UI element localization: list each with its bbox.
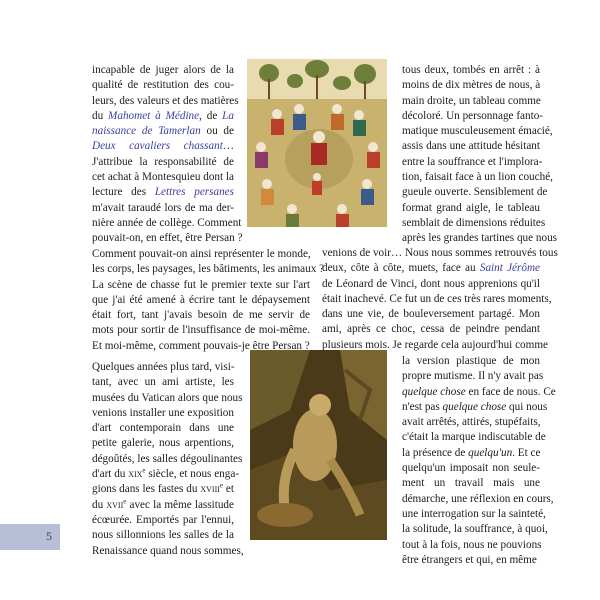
text-line: petite galerie, nous arpentions, — [92, 437, 234, 450]
text-line: gions dans les fastes du xviii$^e$ et — [92, 481, 234, 496]
text-line: Quelques années plus tard, visi- — [92, 361, 235, 373]
italic-text: quelque chose — [402, 385, 466, 398]
text-line: deux, côte à côte, muets, face au Saint Jérôme — [322, 262, 541, 275]
text-line: J'attribue la responsabilité de — [92, 155, 234, 168]
text-line: la version plastique de mon — [402, 355, 540, 367]
left-column-wide — [92, 247, 325, 354]
text-line: pouvait-on, en effet, être Persan ? — [92, 232, 243, 245]
century-numeral: xvii — [106, 498, 124, 511]
text-line: lecture des Lettres persanes — [92, 186, 234, 199]
century-numeral: xviii — [200, 483, 220, 496]
text-line: que j'ai été amené à écrire tant le dépaysement — [92, 293, 310, 306]
right-column-bottom — [402, 354, 556, 568]
text-line: main droite, un tableau comme — [402, 94, 541, 107]
text-line: du Mahomet à Médine, de La — [92, 109, 234, 122]
text-line: matique musculeusement émacié, — [402, 125, 553, 138]
century-numeral: xix — [128, 468, 143, 481]
right-column-top — [402, 63, 558, 247]
text-line: Deux cavaliers chassant… — [92, 140, 234, 153]
superscript: e — [123, 496, 127, 505]
superscript: e — [142, 466, 146, 475]
text-line: après les grandes tartines que nous — [402, 232, 558, 245]
text-line: dans une vie, de bouleversement partagé. Mon — [322, 308, 540, 321]
text-line: dégoûtés, les salles dégoulinantes — [92, 452, 243, 465]
text-line: d'art du xix$^e$ siècle, et nous enga- — [92, 466, 240, 481]
text-line: Renaissance quand nous sommes, — [92, 544, 244, 557]
text-line: quelqu'un imposait non seule- — [402, 462, 540, 475]
text-line: la présence de quelqu'un. Et ce — [402, 446, 541, 459]
text-line: ami, après ce choc, cessa de peindre pendant — [322, 323, 540, 336]
text-line: les corps, les paysages, les bâtiments, les animaux ? — [92, 263, 325, 276]
persian-miniature-illustration — [247, 59, 387, 227]
text-line: incapable de juger alors de la — [92, 64, 234, 76]
text-line: n'est pas quelque chose qui nous — [402, 400, 548, 413]
text-line: de Léonard de Vinci, dont nous apprenions qu'il — [322, 277, 540, 290]
text-line: du xvii$^e$ avec la même lassitude — [92, 496, 234, 511]
italic-text: quelqu'un — [468, 446, 513, 459]
text-line: tant, avec un ami artiste, les — [92, 376, 234, 389]
text-line: nous sillonnions les salles de la — [92, 529, 234, 542]
text-line: d'art contemporain dans une — [92, 422, 234, 435]
text-line: assis dans une attitude hésitant — [402, 140, 540, 153]
saint-jerome-illustration — [250, 350, 387, 540]
artwork-title: Lettres persanes — [154, 186, 234, 199]
text-line: Comment pouvait-on ainsi représenter le monde, — [92, 248, 311, 260]
text-line: musées du Vatican alors que nous — [92, 391, 243, 404]
superscript: e — [219, 481, 224, 490]
text-line: m'avait taraudé lors de ma der- — [92, 201, 234, 214]
text-line: propre mutisme. Il n'y avait pas — [402, 370, 544, 383]
text-line: être étrangers et qui, en même — [402, 553, 537, 566]
text-line: tion, faisait face à un lion couché, — [402, 171, 553, 184]
artwork-title: Deux cavaliers chassant — [92, 140, 223, 153]
text-line: avait arrêtés, attirés, stupéfaits, — [402, 416, 541, 429]
left-column-bottom — [92, 360, 244, 559]
text-line: gueule ouverte. Sensiblement de — [402, 186, 548, 199]
text-line: était fort, tant j'avais besoin de me servir de — [92, 309, 310, 322]
text-line: décoloré. Un personnage fanto- — [402, 109, 544, 122]
text-line: ment un travail mais une — [402, 477, 540, 490]
artwork-title: Mahomet à Médine — [108, 109, 200, 122]
text-line: leurs, des valeurs et des matières — [92, 94, 239, 107]
text-line: moins de dix mètres de nous, à — [402, 79, 541, 92]
text-line: écœurée. Emportés par l'ennui, — [92, 513, 234, 526]
text-line: était inachevé. Ce fut un de ces très rares moments, — [322, 292, 552, 305]
text-line: mots pour sortir de l'insuffisance de moi-même. — [92, 324, 310, 337]
page-number: 5 — [46, 529, 52, 543]
text-line: quelque chose en face de nous. Ce — [402, 385, 556, 398]
persian-miniature-image — [247, 59, 387, 227]
text-line: une interrogation sur la sainteté, — [402, 507, 546, 520]
text-line: cet achat à Montesquieu dont la — [92, 171, 234, 184]
artwork-title: La — [222, 109, 234, 122]
artwork-title: Saint Jérôme — [479, 262, 541, 275]
text-line: naissance de Tamerlan ou de — [92, 125, 234, 138]
text-line: format grand aigle, le tableau — [402, 201, 540, 214]
text-line: démarche, une réflexion en cours, — [402, 492, 554, 505]
text-line: venions de voir… Nous nous sommes retrouvés tous — [322, 247, 558, 259]
text-line: qualité de restitution des cou- — [92, 79, 234, 92]
text-line: venions installer une exposition — [92, 406, 234, 419]
text-line: La scène de chasse fut le premier texte sur l'art — [92, 278, 310, 291]
left-column-top — [92, 63, 243, 247]
text-line: semblait de dimensions réduites — [402, 216, 546, 229]
text-line: nière année de collège. Comment — [92, 216, 242, 229]
right-column-wide — [322, 246, 558, 353]
text-line: c'était la marque indiscutable de — [402, 431, 546, 444]
text-line: Et moi-même, comment pouvais-je être Persan ? — [92, 339, 310, 352]
italic-text: quelque chose — [442, 400, 507, 413]
text-line: la solitude, la souffrance, à quoi, — [402, 523, 548, 536]
text-line: tous deux, tombés en arrêt : à — [402, 64, 540, 76]
saint-jerome-image — [250, 350, 387, 540]
text-line: tout à la fois, nous ne pouvions — [402, 538, 542, 551]
text-line: plusieurs mois. Je regarde cela aujourd'hui comme — [322, 338, 549, 351]
page-number-badge — [0, 524, 60, 550]
artwork-title: naissance de Tamerlan — [92, 125, 201, 138]
text-line: entre la souffrance et l'implora- — [402, 155, 543, 168]
